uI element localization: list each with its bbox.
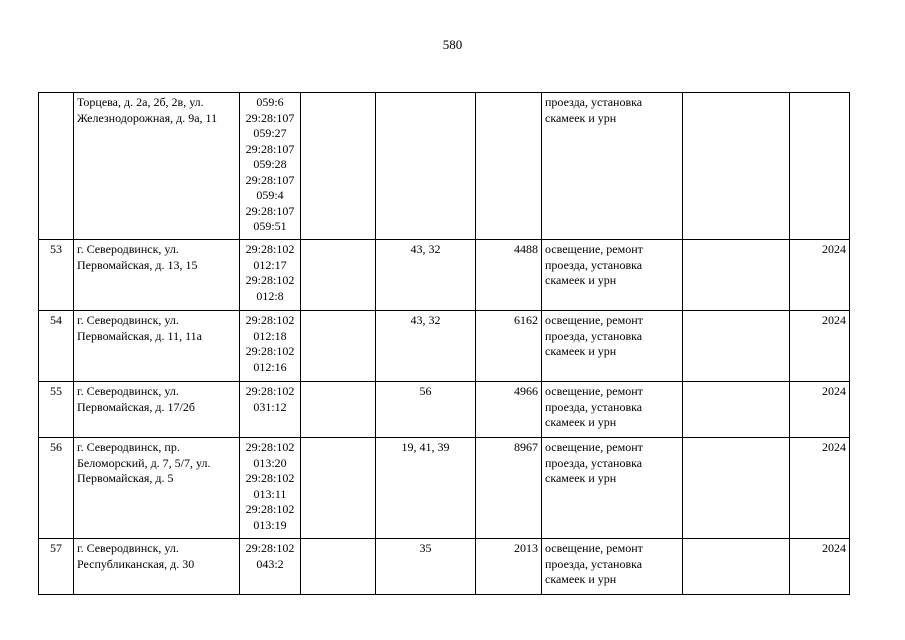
empty-cell: [301, 438, 376, 539]
works-cell: [542, 382, 683, 438]
table-row: [39, 240, 850, 311]
fund-cell: 43, 32: [376, 311, 476, 382]
cadastral-number-cell-line: 29:28:107: [245, 110, 295, 125]
works-cell-line: скамеек и урн: [545, 415, 617, 429]
cadastral-number-cell-line: 059:51: [253, 219, 287, 233]
cadastral-number-cell-line: 012:17: [253, 257, 287, 272]
works-cell: [542, 93, 683, 240]
address-cell-line: Первомайская, д. 11, 11а: [77, 328, 202, 343]
works-cell-line: освещение, ремонт: [545, 384, 643, 398]
address-cell: [74, 539, 240, 595]
cadastral-number-cell: [240, 382, 301, 438]
works-cell-line: проезда, установка: [545, 95, 643, 109]
fund-cell: [376, 93, 476, 240]
works-cell-line: освещение, ремонт: [545, 440, 643, 454]
cadastral-number-cell: [240, 240, 301, 311]
fund-cell: 56: [376, 382, 476, 438]
row-number-cell: 57: [39, 539, 74, 595]
works-cell: [542, 539, 683, 595]
row-number-cell: 54: [39, 311, 74, 382]
works-cell-line: освещение, ремонт: [545, 313, 643, 327]
works-cell-line: освещение, ремонт: [545, 242, 643, 256]
cadastral-number-cell-line: 29:28:102: [245, 344, 295, 358]
empty-cell: [683, 539, 790, 595]
cadastral-number-cell-line: 29:28:102: [245, 471, 295, 485]
address-cell: [74, 93, 240, 240]
cadastral-number-cell-line: 059:28: [253, 157, 287, 171]
cadastral-number-cell-line: 043:2: [256, 556, 284, 571]
area-cell: 8967: [476, 438, 542, 539]
empty-cell: [301, 382, 376, 438]
cadastral-number-cell-line: 059:27: [253, 126, 287, 140]
address-cell-line: г. Северодвинск, ул.: [77, 384, 179, 398]
cadastral-number-cell-line: 29:28:107: [245, 141, 295, 156]
works-cell-line: освещение, ремонт: [545, 541, 643, 555]
cadastral-number-cell-line: 29:28:107: [245, 203, 295, 218]
area-cell: [476, 93, 542, 240]
area-cell: 2013: [476, 539, 542, 595]
row-number-cell: 55: [39, 382, 74, 438]
cadastral-number-cell-line: 031:12: [253, 399, 287, 414]
address-cell-line: Первомайская, д. 5: [77, 471, 174, 485]
fund-cell: 43, 32: [376, 240, 476, 311]
empty-cell: [301, 311, 376, 382]
table-row: [39, 438, 850, 539]
cadastral-number-cell-line: 29:28:102: [245, 273, 295, 287]
address-cell-line: Железнодорожная, д. 9а, 11: [77, 110, 218, 125]
cadastral-number-cell-line: 013:11: [253, 486, 287, 501]
cadastral-number-cell-line: 059:6: [256, 95, 284, 109]
year-cell: 2024: [790, 240, 850, 311]
table-row: [39, 539, 850, 595]
fund-cell: 35: [376, 539, 476, 595]
works-cell-line: скамеек и урн: [545, 273, 617, 287]
works-cell-line: скамеек и урн: [545, 110, 617, 125]
address-cell: [74, 240, 240, 311]
address-cell: [74, 382, 240, 438]
table-body: [39, 93, 850, 595]
row-number-cell: 56: [39, 438, 74, 539]
empty-cell: [683, 311, 790, 382]
works-cell: [542, 240, 683, 311]
cadastral-number-cell-line: 012:16: [253, 359, 287, 374]
cadastral-number-cell: [240, 539, 301, 595]
address-cell: [74, 438, 240, 539]
empty-cell: [683, 382, 790, 438]
cadastral-number-cell-line: 012:18: [253, 328, 287, 343]
cadastral-number-cell: [240, 438, 301, 539]
address-cell-line: г. Северодвинск, ул.: [77, 242, 179, 256]
row-number-cell: 53: [39, 240, 74, 311]
address-cell-line: Республиканская, д. 30: [77, 556, 195, 571]
works-cell-line: проезда, установка: [545, 399, 643, 414]
year-cell: 2024: [790, 311, 850, 382]
address-cell-line: Беломорский, д. 7, 5/7, ул.: [77, 455, 211, 470]
year-cell: 2024: [790, 382, 850, 438]
empty-cell: [683, 93, 790, 240]
works-cell-line: проезда, установка: [545, 455, 643, 470]
works-cell-line: скамеек и урн: [545, 572, 617, 586]
cadastral-number-cell-line: 012:8: [256, 288, 284, 303]
cadastral-number-cell-line: 29:28:102: [245, 242, 295, 256]
address-cell: [74, 311, 240, 382]
improvement-table: [38, 92, 850, 595]
cadastral-number-cell-line: 29:28:107: [245, 172, 295, 187]
empty-cell: [301, 240, 376, 311]
cadastral-number-cell-line: 29:28:102: [245, 313, 295, 327]
cadastral-number-cell-line: 013:20: [253, 455, 287, 470]
year-cell: 2024: [790, 539, 850, 595]
empty-cell: [683, 240, 790, 311]
address-cell-line: г. Северодвинск, ул.: [77, 541, 179, 555]
empty-cell: [683, 438, 790, 539]
works-cell-line: скамеек и урн: [545, 471, 617, 485]
cadastral-number-cell-line: 059:4: [256, 188, 284, 202]
address-cell-line: г. Северодвинск, ул.: [77, 313, 179, 327]
works-cell-line: проезда, установка: [545, 328, 643, 343]
cadastral-number-cell-line: 29:28:102: [245, 502, 295, 516]
year-cell: 2024: [790, 438, 850, 539]
address-cell-line: г. Северодвинск, пр.: [77, 440, 180, 454]
works-cell: [542, 438, 683, 539]
cadastral-number-cell-line: 29:28:102: [245, 440, 295, 454]
table-row: [39, 382, 850, 438]
works-cell: [542, 311, 683, 382]
table-row: [39, 311, 850, 382]
cadastral-number-cell-line: 29:28:102: [245, 541, 295, 555]
cadastral-number-cell-line: 29:28:102: [245, 384, 295, 398]
cadastral-number-cell: [240, 93, 301, 240]
cadastral-number-cell: [240, 311, 301, 382]
address-cell-line: Торцева, д. 2а, 2б, 2в, ул.: [77, 95, 204, 109]
area-cell: 4966: [476, 382, 542, 438]
year-cell: [790, 93, 850, 240]
address-cell-line: Первомайская, д. 13, 15: [77, 257, 198, 272]
works-cell-line: скамеек и урн: [545, 344, 617, 358]
area-cell: 4488: [476, 240, 542, 311]
page-number: 580: [442, 37, 463, 52]
row-number-cell: [39, 93, 74, 240]
empty-cell: [301, 539, 376, 595]
table-row: [39, 93, 850, 240]
fund-cell: 19, 41, 39: [376, 438, 476, 539]
works-cell-line: проезда, установка: [545, 257, 643, 272]
cadastral-number-cell-line: 013:19: [253, 517, 287, 532]
address-cell-line: Первомайская, д. 17/2б: [77, 399, 195, 414]
empty-cell: [301, 93, 376, 240]
area-cell: 6162: [476, 311, 542, 382]
works-cell-line: проезда, установка: [545, 556, 643, 571]
